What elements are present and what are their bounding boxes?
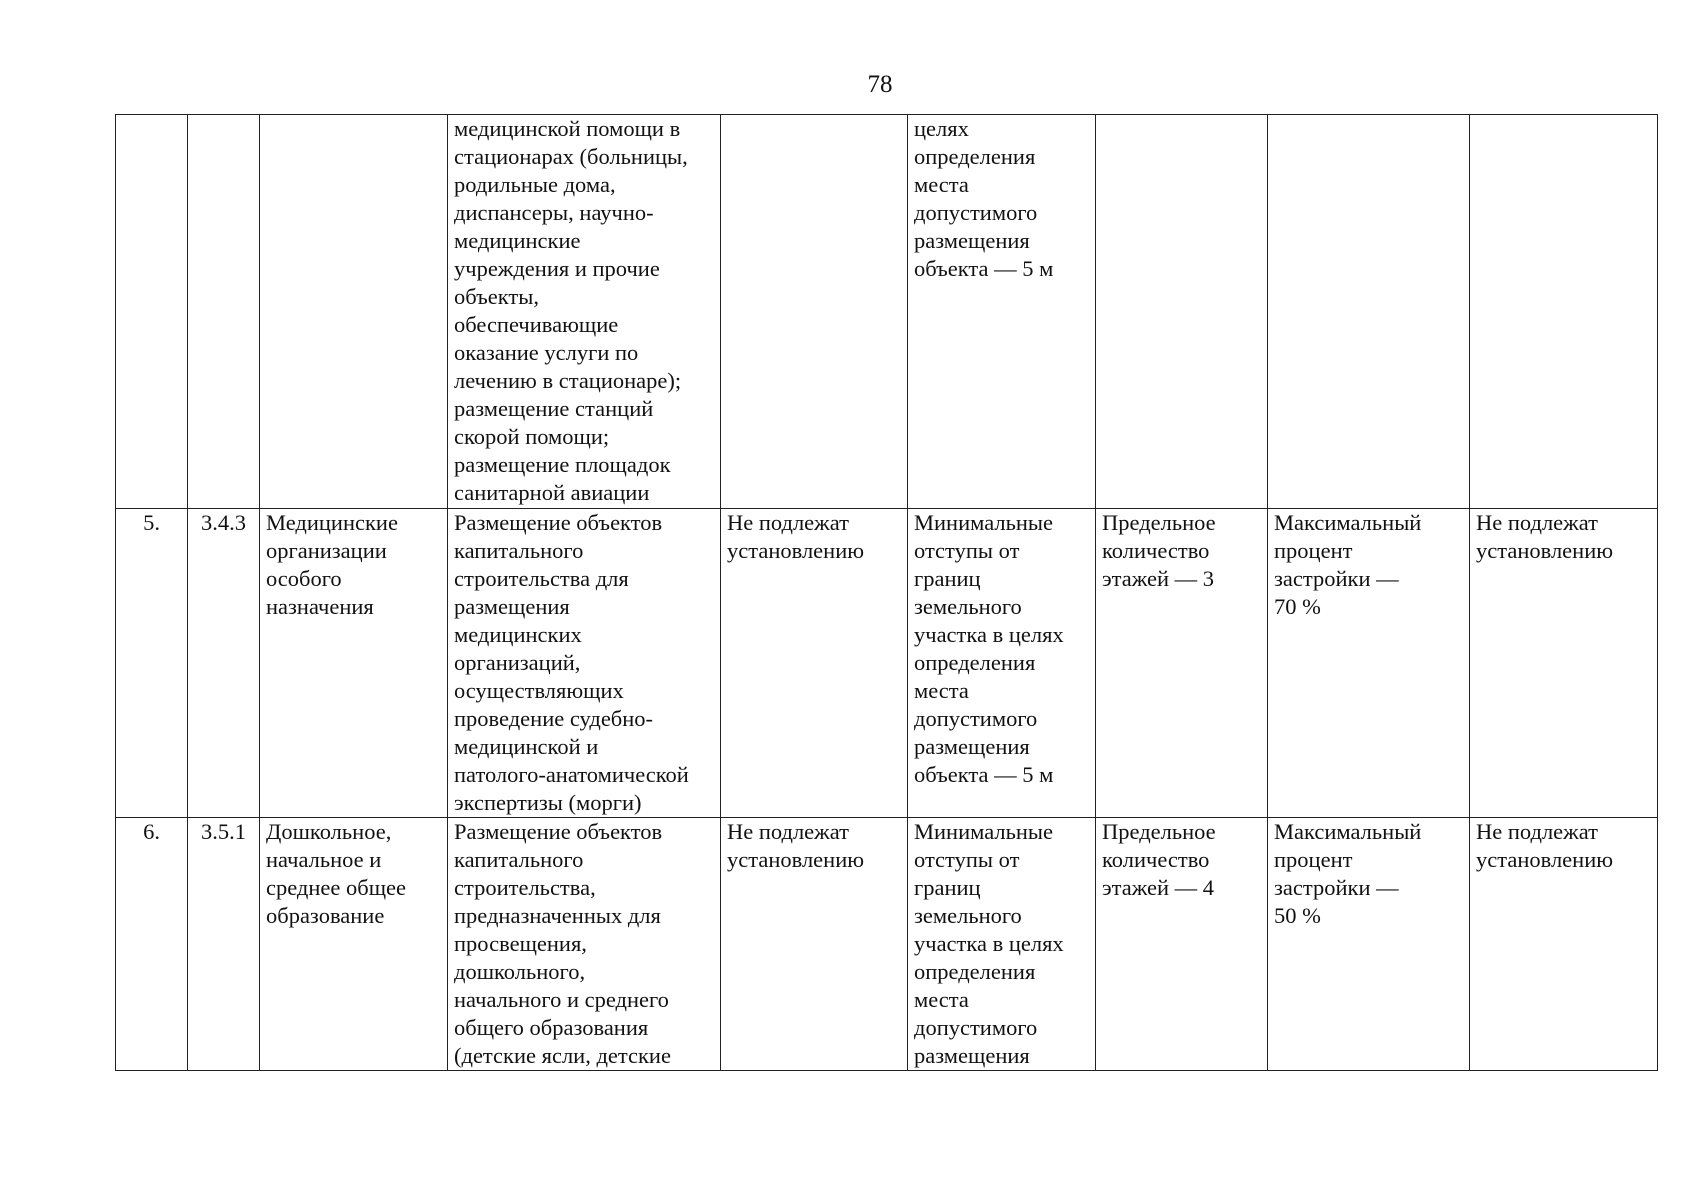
other-params-cell: Не подлежат установлению	[1470, 818, 1658, 1071]
other-params-cell: Не подлежат установлению	[1470, 509, 1658, 818]
other-params-cell	[1470, 115, 1658, 509]
coverage-cell: Максимальный процент застройки — 70 %	[1268, 509, 1470, 818]
coverage-cell: Максимальный процент застройки — 50 %	[1268, 818, 1470, 1071]
classifier-code-cell	[188, 115, 260, 509]
coverage-cell	[1268, 115, 1470, 509]
use-type-name-cell	[260, 115, 448, 509]
plot-size-cell: Не подлежат установлению	[721, 509, 908, 818]
plot-size-cell: Не подлежат установлению	[721, 818, 908, 1071]
setbacks-cell: Минимальные отступы от границ земельного участка в целях определения места допустимого размещения	[908, 818, 1096, 1071]
table-row	[116, 818, 1658, 1071]
plot-size-cell	[721, 115, 908, 509]
row-number-cell	[116, 115, 188, 509]
classifier-code-cell: 3.5.1	[188, 818, 260, 1071]
floors-cell: Предельное количество этажей — 3	[1096, 509, 1268, 818]
zoning-regulations-table	[115, 114, 1658, 1071]
use-description-cell: Размещение объектов капитального строительства, предназначенных для просвещения, дошкольного, начального и среднего общего образования (детские ясли, детские	[448, 818, 721, 1071]
setbacks-cell: Минимальные отступы от границ земельного участка в целях определения места допустимого размещения объекта — 5 м	[908, 509, 1096, 818]
use-description-cell: Размещение объектов капитального строительства для размещения медицинских организаций, осуществляющих проведение судебно- медицинской и патолого-анатомической экспертизы (морги)	[448, 509, 721, 818]
page-number: 78	[867, 71, 893, 98]
table-row	[116, 115, 1658, 509]
classifier-code-cell: 3.4.3	[188, 509, 260, 818]
row-number-cell: 6.	[116, 818, 188, 1071]
use-type-name-cell: Дошкольное, начальное и среднее общее образование	[260, 818, 448, 1071]
floors-cell: Предельное количество этажей — 4	[1096, 818, 1268, 1071]
floors-cell	[1096, 115, 1268, 509]
use-description-cell: медицинской помощи в стационарах (больницы, родильные дома, диспансеры, научно- медицинские учреждения и прочие объекты, обеспечивающие оказание услуги по лечению в стационаре); размещение станций скорой помощи; размещение площадок санитарной авиации	[448, 115, 721, 509]
use-type-name-cell: Медицинские организации особого назначения	[260, 509, 448, 818]
setbacks-cell: целях определения места допустимого размещения объекта — 5 м	[908, 115, 1096, 509]
table-row	[116, 509, 1658, 818]
row-number-cell: 5.	[116, 509, 188, 818]
